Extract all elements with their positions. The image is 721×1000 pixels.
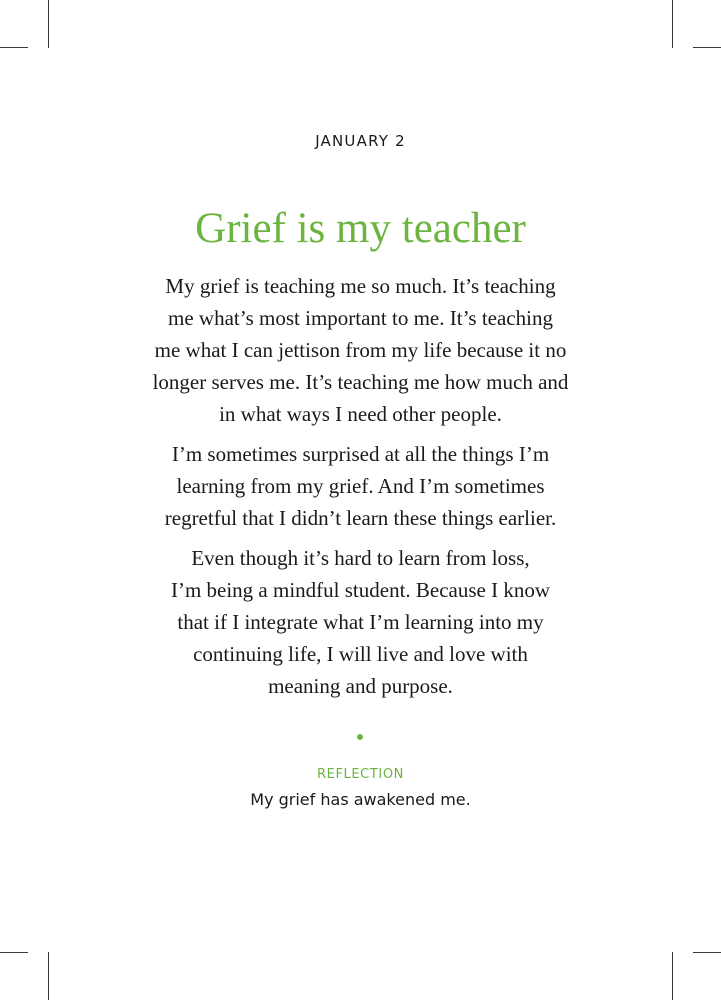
text-line: that if I integrate what I’m learning into my	[177, 610, 544, 634]
text-line: me what’s most important to me. It’s teaching	[168, 306, 553, 330]
page-date: JANUARY 2	[315, 132, 406, 150]
text-line: I’m being a mindful student. Because I know	[170, 578, 551, 602]
crop-mark-bottom-right-horizontal	[693, 952, 721, 953]
crop-mark-bottom-right-vertical	[672, 952, 673, 1000]
reflection-text: My grief has awakened me.	[250, 790, 471, 809]
body-text	[0, 270, 721, 710]
crop-mark-bottom-left-vertical	[48, 952, 49, 1000]
bullet-dot-icon	[357, 734, 363, 740]
text-line: meaning and purpose.	[268, 674, 453, 698]
crop-mark-top-right-horizontal	[693, 47, 721, 48]
text-line: Even though it’s hard to learn from loss,	[191, 546, 530, 570]
crop-mark-top-left-vertical	[48, 0, 49, 48]
paragraph-3	[0, 542, 721, 702]
text-line: My grief is teaching me so much. It’s teaching	[165, 274, 556, 298]
paragraph-2	[0, 438, 721, 534]
text-line: regretful that I didn’t learn these things earlier.	[164, 506, 557, 530]
text-line: longer serves me. It’s teaching me how much and	[152, 370, 569, 394]
crop-mark-top-right-vertical	[672, 0, 673, 48]
page-title: Grief is my teacher	[195, 205, 526, 252]
text-line: I’m sometimes surprised at all the things I’m	[171, 442, 550, 466]
text-line: learning from my grief. And I’m sometimes	[176, 474, 545, 498]
crop-mark-top-left-horizontal	[0, 47, 28, 48]
crop-mark-bottom-left-horizontal	[0, 952, 28, 953]
text-line: me what I can jettison from my life because it no	[154, 338, 567, 362]
text-line: in what ways I need other people.	[219, 402, 502, 426]
reflection-label: REFLECTION	[317, 767, 404, 782]
text-line: continuing life, I will live and love with	[193, 642, 528, 666]
paragraph-1	[0, 270, 721, 430]
